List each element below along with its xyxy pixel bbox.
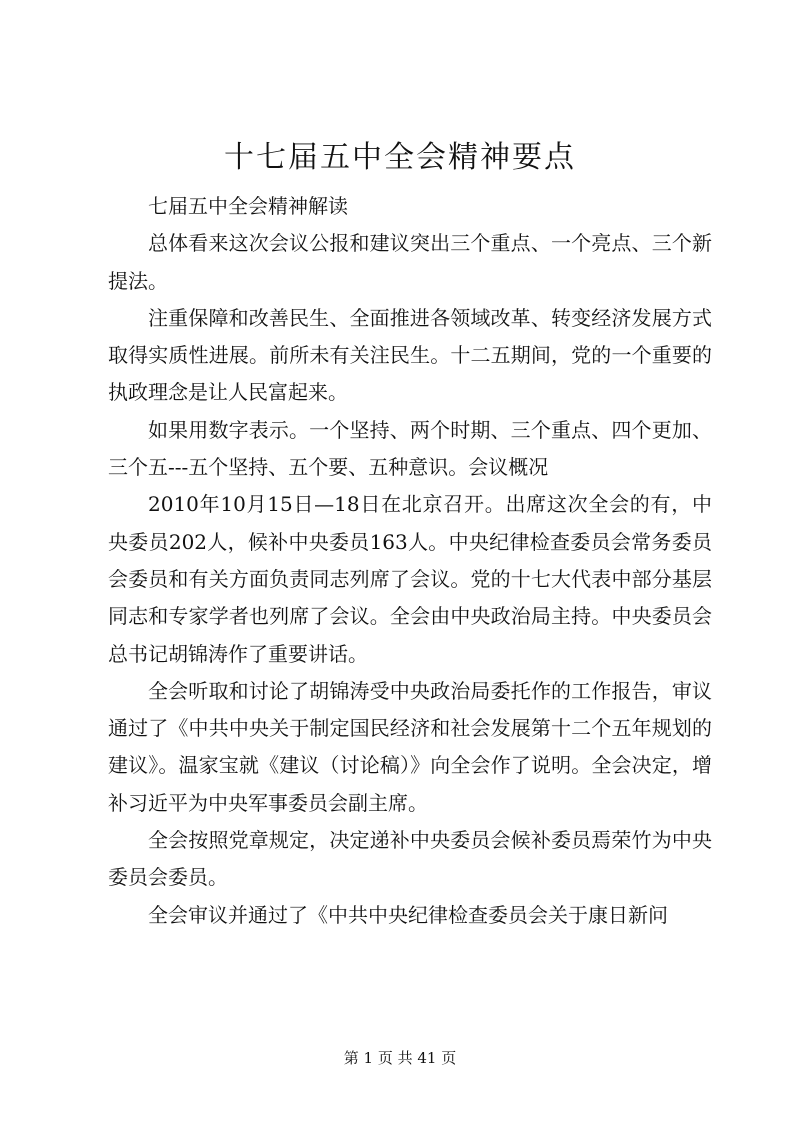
document-body bbox=[108, 188, 712, 934]
paragraph-meeting: 2010年10月15日—18日在北京召开。出席这次全会的有，中央委员202人，候补中央委员163人。中央纪律检查委员会常务委员会委员和有关方面负责同志列席了会议。党的十七大代表中部分基层同志和专家学者也列席了会议。全会由中央政治局主持。中央委员会总书记胡锦涛作了重要讲话。 bbox=[108, 492, 712, 666]
page-footer: 第 1 页 共 41 页 bbox=[343, 1049, 457, 1067]
paragraph-subtitle: 七届五中全会精神解读 bbox=[148, 194, 348, 218]
paragraph-numbers: 如果用数字表示。一个坚持、两个时期、三个重点、四个更加、三个五---五个坚持、五个要、五种意识。会议概况 bbox=[108, 417, 712, 480]
paragraph-discipline: 全会审议并通过了《中共中央纪律检查委员会关于康日新问 bbox=[148, 902, 668, 927]
paragraph-overview: 总体看来这次会议公报和建议突出三个重点、一个亮点、三个新提法。 bbox=[108, 231, 712, 293]
paragraph-membership: 全会按照党章规定，决定递补中央委员会候补委员焉荣竹为中央委员会委员。 bbox=[108, 828, 712, 890]
paragraph-livelihood: 注重保障和改善民生、全面推进各领域改革、转变经济发展方式取得实质性进展。前所未有关注民生。十二五期间，党的一个重要的执政理念是让人民富起来。 bbox=[108, 305, 712, 405]
paragraph-report: 全会听取和讨论了胡锦涛受中央政治局委托作的工作报告，审议通过了《中共中央关于制定国民经济和社会发展第十二个五年规划的建议》。温家宝就《建议（讨论稿）》向全会作了说明。全会决定，增补习近平为中央军事委员会副主席。 bbox=[108, 678, 712, 815]
document-title: 十七届五中全会精神要点 bbox=[224, 140, 576, 175]
